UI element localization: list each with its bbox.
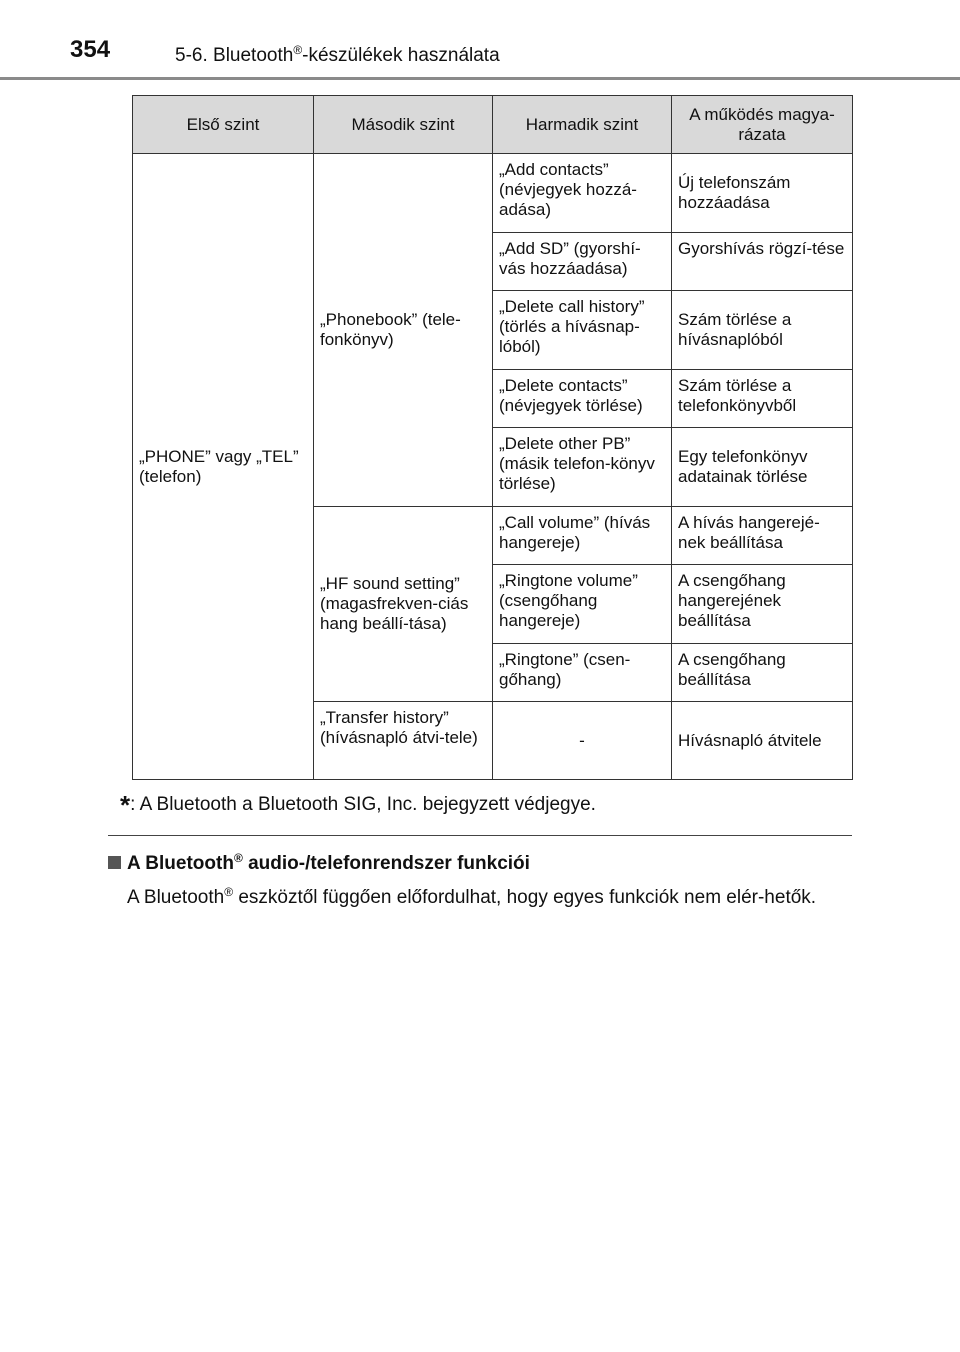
description-cell: A hívás hangerejé-nek beállítása [672, 507, 853, 565]
section-divider [108, 835, 852, 836]
description-cell: Gyorshívás rögzí-tése [672, 233, 853, 291]
description-cell: Hívásnapló átvitele [672, 702, 853, 780]
body-suffix: eszköztől függően előfordulhat, hogy egyes funkciók nem elér-hetők. [233, 887, 817, 908]
level3-cell: „Add SD” (gyorshí-vás hozzáadása) [493, 233, 672, 291]
column-header: Harmadik szint [493, 96, 672, 154]
subsection-body [127, 880, 852, 910]
level3-cell: „Delete contacts” (névjegyek törlése) [493, 370, 672, 428]
subsection-heading [108, 851, 530, 875]
footnote-star: * [120, 790, 131, 820]
square-bullet-icon [108, 856, 121, 869]
subsection-title-suffix: audio-/telefonrendszer funkciói [242, 853, 530, 874]
description-cell: A csengőhang hangerejének beállítása [672, 565, 853, 644]
registered-mark: ® [293, 43, 303, 57]
level3-cell: „Ringtone volume” (csengőhang hangereje) [493, 565, 672, 644]
level3-cell: „Delete call history” (törlés a hívásnap-lóból) [493, 291, 672, 370]
body-prefix: A Bluetooth [127, 887, 225, 908]
description-cell: Szám törlése a telefonkönyvből [672, 370, 853, 428]
description-cell: A csengőhang beállítása [672, 644, 853, 702]
footnote-text: : A Bluetooth a Bluetooth SIG, Inc. bejegyzett védjegye. [130, 794, 596, 815]
page-number: 354 [70, 36, 111, 63]
level3-cell: „Add contacts” (névjegyek hozzá-adása) [493, 154, 672, 233]
table-row [133, 154, 853, 233]
section-title [175, 44, 500, 65]
description-cell: Új telefonszám hozzáadása [672, 154, 853, 233]
level3-cell: „Ringtone” (csen-gőhang) [493, 644, 672, 702]
level1-cell: „PHONE” vagy „TEL” (telefon) [133, 154, 314, 780]
column-header: Második szint [314, 96, 493, 154]
column-header: Első szint [133, 96, 314, 154]
page-header [0, 0, 960, 80]
section-title-suffix: -készülékek használata [302, 45, 500, 66]
level3-cell: „Call volume” (hívás hangereje) [493, 507, 672, 565]
level3-cell: - [493, 702, 672, 780]
level2-hf-sound-cell: „HF sound setting” (magasfrekven-ciás hang beállí-tása) [314, 507, 493, 702]
footnote [120, 790, 596, 821]
section-title-prefix: 5-6. Bluetooth [175, 45, 294, 66]
subsection-title-prefix: A Bluetooth [127, 853, 234, 874]
registered-mark: ® [224, 885, 234, 899]
table-header-row [133, 96, 853, 154]
level2-transfer-cell: „Transfer history” (hívásnapló átvi-tele) [314, 702, 493, 780]
level3-cell: „Delete other PB” (másik telefon-könyv törlése) [493, 428, 672, 507]
level2-phonebook-cell: „Phonebook” (tele-fonkönyv) [314, 154, 493, 507]
phone-menu-table [132, 95, 853, 780]
header-divider [0, 77, 960, 80]
column-header: A működés magya-rázata [672, 96, 853, 154]
description-cell: Szám törlése a hívásnaplóból [672, 291, 853, 370]
description-cell: Egy telefonkönyv adatainak törlése [672, 428, 853, 507]
registered-mark: ® [233, 851, 243, 865]
